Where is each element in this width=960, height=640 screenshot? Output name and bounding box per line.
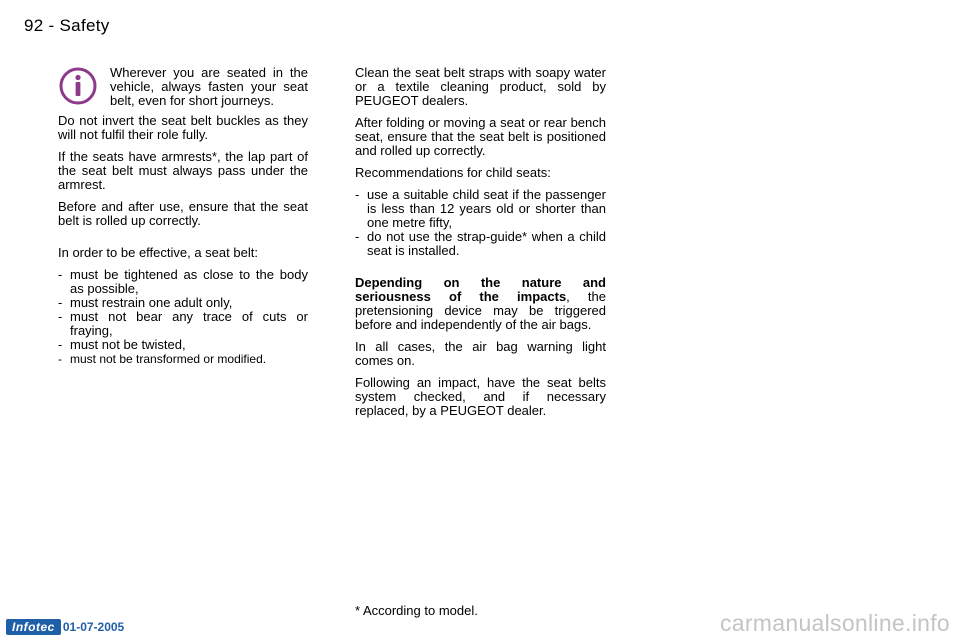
child-seat-list (355, 188, 606, 258)
footer (6, 619, 124, 635)
rolled-up-paragraph: Before and after use, ensure that the seat belt is rolled up correctly. (58, 199, 308, 228)
warning-light-paragraph: In all cases, the air bag warning light comes on. (355, 339, 606, 368)
list-item: - use a suitable child seat if the passenger is less than 12 years old or shorter than one metre fifty, (355, 187, 606, 230)
pretensioning-paragraph (355, 276, 606, 332)
section-title: Safety (59, 16, 110, 35)
page-number: 92 (24, 16, 44, 35)
page-header (24, 16, 110, 36)
watermark: carmanualsonline.info (719, 610, 950, 636)
child-seat-intro: Recommendations for child seats: (355, 165, 551, 180)
footer-date: 01-07-2005 (62, 620, 125, 634)
info-note-text: Wherever you are seated in the vehicle, always fasten your seat belt, even for short journeys. (110, 65, 308, 108)
info-icon (58, 66, 98, 106)
list-item: - must be tightened as close to the body as possible, (58, 267, 308, 296)
info-note (58, 66, 308, 108)
effective-intro: In order to be effective, a seat belt: (58, 245, 258, 260)
footnote: * According to model. (355, 603, 478, 618)
seat-belt-list (58, 268, 308, 366)
list-item: - must not be transformed or modified. (58, 352, 267, 366)
armrest-paragraph: If the seats have armrests*, the lap part of the seat belt must always pass under the armrest. (58, 149, 308, 192)
list-item: - must not be twisted, (58, 337, 186, 352)
header-separator: - (48, 16, 55, 35)
cleaning-paragraph: Clean the seat belt straps with soapy water or a textile cleaning product, sold by PEUGEOT dealers. (355, 65, 606, 108)
list-item: - must not bear any trace of cuts or fraying, (58, 309, 308, 338)
right-column (355, 66, 606, 426)
infotec-logo: Infotec (6, 619, 61, 635)
pretensioning-rest: , the pretensioning device may be triggered before and independently of the air bags. (355, 289, 606, 332)
pretensioning-lead: Depending on the nature and seriousness of the impacts (355, 275, 606, 304)
list-item: - must restrain one adult only, (58, 295, 233, 310)
list-item: - do not use the strap-guide* when a child seat is installed. (355, 229, 606, 258)
folding-paragraph: After folding or moving a seat or rear bench seat, ensure that the seat belt is positioned and rolled up correctly. (355, 115, 606, 158)
left-column (58, 66, 308, 374)
buckle-paragraph: Do not invert the seat belt buckles as they will not fulfil their role fully. (58, 113, 308, 142)
impact-paragraph: Following an impact, have the seat belts system checked, and if necessary replaced, by a PEUGEOT dealer. (355, 375, 606, 418)
